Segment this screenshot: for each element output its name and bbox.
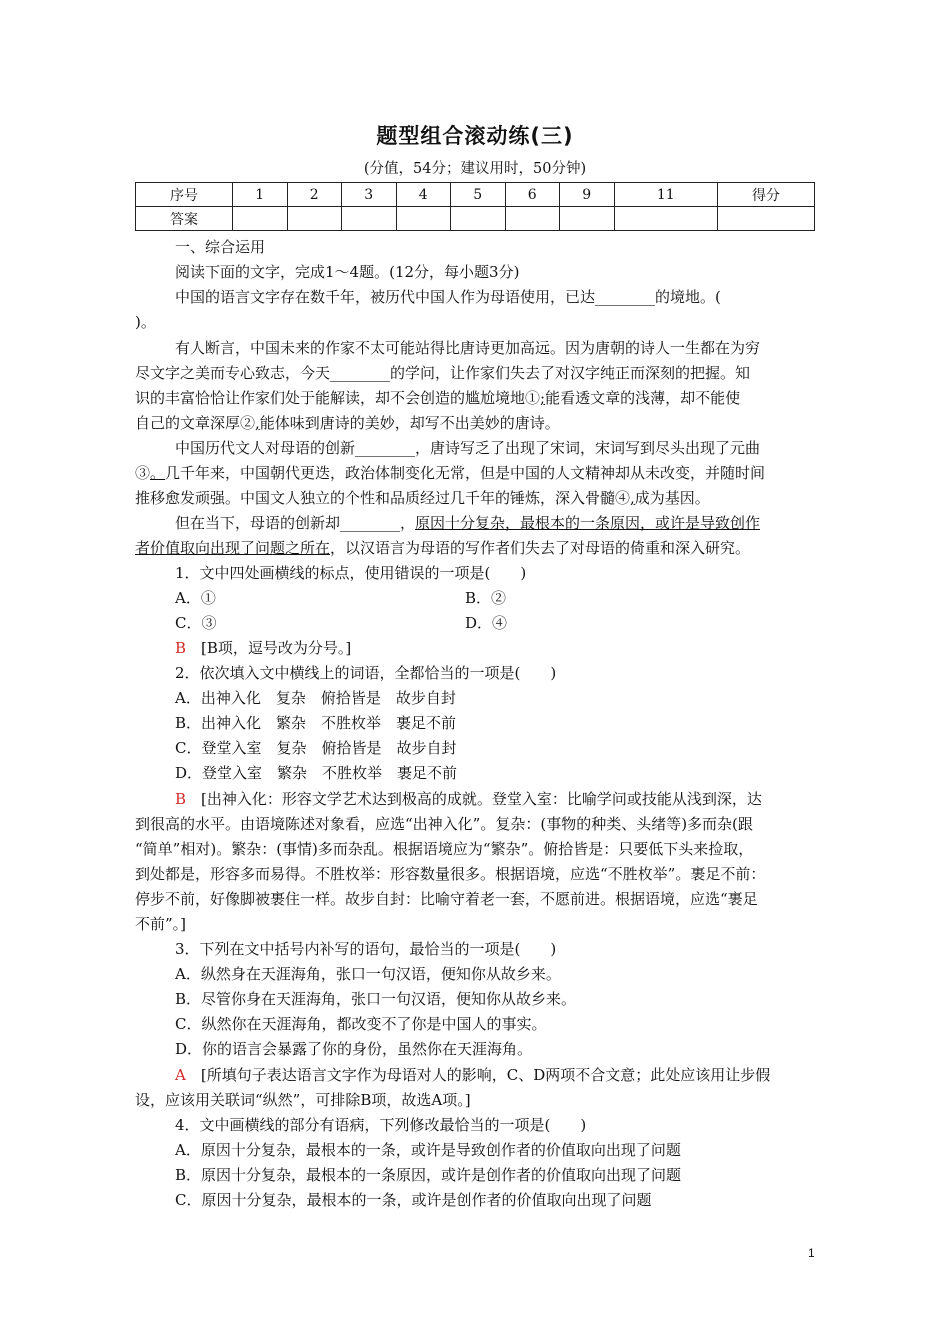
text-span: ③	[135, 464, 151, 482]
table-cell: 5	[451, 183, 506, 207]
table-cell: 6	[505, 183, 560, 207]
text-span: 成为基因。	[634, 489, 710, 507]
page-number: 1	[808, 1246, 815, 1260]
answer-letter: B	[175, 790, 187, 808]
passage-line	[135, 538, 750, 558]
passage-line	[135, 388, 740, 408]
table-cell: 9	[560, 183, 615, 207]
passage-line: 有人断言，中国未来的作家不太可能站得比唐诗更加高远。因为唐朝的诗人一生都在为穷	[175, 339, 761, 357]
text-span: 几千年来，中国朝代更迭，政治体制变化无常，但是中国的人文精神却从未改变，并随时间	[165, 464, 766, 482]
question-3-option-c: C．纵然你在天涯海角，都改变不了你是中国人的事实。	[175, 1015, 547, 1033]
question-2-stem: 2．依次填入文中横线上的词语，全都恰当的一项是( )	[175, 664, 557, 682]
text-span: 但在当下，母语的创新却________，	[175, 514, 416, 532]
answer-explanation: “简单”相对)。繁杂：(事情)多而杂乱。根据语境应为“繁杂”。俯拾皆是：只要低下头来捡取，	[135, 840, 754, 858]
underlined-mark: ,	[255, 414, 260, 432]
question-1-option-a: A．①	[175, 589, 216, 607]
question-4-stem: 4．文中画横线的部分有语病，下列修改最恰当的一项是( )	[175, 1116, 587, 1134]
answer-letter: B	[175, 639, 187, 657]
answer-explanation: [B项，逗号改为分号。]	[201, 639, 352, 657]
question-1-stem: 1．文中四处画横线的标点，使用错误的一项是( )	[175, 564, 527, 582]
passage-line: 尽文字之美而专心致志，今天________的学问，让作家们失去了对汉字纯正而深刻的把握。知	[135, 364, 751, 382]
answer-explanation: 不前”。]	[135, 915, 187, 933]
table-cell	[287, 207, 342, 231]
answer-table-answer-row	[136, 207, 815, 231]
passage-line	[135, 413, 560, 433]
answer-explanation: 到处都是，形容多而易得。不胜枚举：形容数量很多。根据语境，应选“不胜枚举”。裹足不前：	[135, 865, 766, 883]
table-cell	[451, 207, 506, 231]
question-3-option-d: D．你的语言会暴露了你的身份，虽然你在天涯海角。	[175, 1040, 533, 1058]
page-title: 题型组合滚动练(三)	[376, 124, 574, 148]
text-span: 能看透文章的浅薄，却不能使	[545, 389, 741, 407]
text-span: 推移愈发顽强。中国文人独立的个性和品质经过几千年的锤炼，深入骨髓④	[135, 489, 631, 507]
question-3-option-b: B．尽管你身在天涯海角，张口一句汉语，便知你从故乡来。	[175, 990, 577, 1008]
instruction-text: 阅读下面的文字，完成1～4题。(12分，每小题3分)	[175, 263, 520, 281]
answer-table	[135, 182, 815, 231]
answer-explanation: [所填句子表达语言文字作为母语对人的影响，C、D两项不合文意；此处应该用让步假	[200, 1066, 771, 1084]
table-cell	[718, 207, 815, 231]
table-cell: 序号	[136, 183, 233, 207]
question-2-answer	[175, 789, 762, 809]
answer-explanation: 设，应该用关联词“纵然”，可排除B项，故选A项。]	[135, 1091, 471, 1109]
table-cell: 2	[287, 183, 342, 207]
table-cell	[505, 207, 560, 231]
question-3-option-a: A．纵然身在天涯海角，张口一句汉语，便知你从故乡来。	[175, 965, 561, 983]
question-4-option-b: B．原因十分复杂，最根本的一条原因，或许是创作者的价值取向出现了问题	[175, 1166, 682, 1184]
table-cell: 1	[233, 183, 288, 207]
table-cell: 得分	[718, 183, 815, 207]
question-1-option-d: D．④	[465, 614, 508, 632]
section-heading: 一、综合运用	[175, 238, 266, 256]
text-span: ，以汉语言为母语的写作者们失去了对母语的倚重和深入研究。	[330, 539, 751, 557]
question-3-answer	[175, 1065, 770, 1085]
question-2-option-c: C．登堂入室 复杂 俯拾皆是 故步自封	[175, 739, 457, 757]
text-span: 自己的文章深厚②	[135, 414, 256, 432]
underlined-mark: 。	[150, 464, 166, 482]
table-cell: 3	[342, 183, 397, 207]
text-span: 能体味到唐诗的美妙，却写不出美妙的唐诗。	[259, 414, 560, 432]
underlined-mark: ,	[630, 489, 635, 507]
table-cell	[560, 207, 615, 231]
table-cell	[233, 207, 288, 231]
table-cell: 11	[614, 183, 718, 207]
question-4-option-a: A．原因十分复杂，最根本的一条，或许是导致创作者的价值取向出现了问题	[175, 1141, 681, 1159]
table-cell: 答案	[136, 207, 233, 231]
answer-explanation: 到很高的水平。由语境陈述对象看，应选“出神入化”。复杂：(事物的种类、头绪等)多而杂(跟	[135, 815, 753, 833]
passage-line	[135, 488, 710, 508]
passage-line: 中国历代文人对母语的创新________，唐诗写乏了出现了宋词，宋词写到尽头出现了元曲	[175, 439, 761, 457]
text-span: 识的丰富恰恰让作家们处于能解读，却不会创造的尴尬境地①	[135, 389, 541, 407]
underlined-text: 原因十分复杂，最根本的一条原因，或许是导致创作	[415, 514, 761, 532]
question-1-option-b: B．②	[465, 589, 507, 607]
page-subtitle: (分值，54分；建议用时，50分钟)	[363, 161, 587, 177]
table-cell	[614, 207, 718, 231]
answer-explanation: [出神入化：形容文学艺术达到极高的成就。登堂入室：比喻学问或技能从浅到深，达	[201, 790, 762, 808]
question-3-stem: 3．下列在文中括号内补写的语句，最恰当的一项是( )	[175, 940, 557, 958]
question-1-option-c: C．③	[175, 614, 217, 632]
answer-letter: A	[175, 1066, 186, 1084]
passage-line	[175, 513, 760, 533]
table-cell: 4	[396, 183, 451, 207]
table-cell	[396, 207, 451, 231]
passage-line: )。	[135, 313, 156, 331]
table-cell	[342, 207, 397, 231]
passage-line	[135, 463, 765, 483]
question-4-option-c: C．原因十分复杂，最根本的一条，或许是创作者的价值取向出现了问题	[175, 1191, 652, 1209]
answer-explanation: 停步不前，好像脚被裹住一样。故步自封：比喻守着老一套，不愿前进。根据语境，应选“裹足	[135, 890, 758, 908]
question-2-option-d: D．登堂入室 繁杂 不胜枚举 裹足不前	[175, 764, 458, 782]
passage-line: 中国的语言文字存在数千年，被历代中国人作为母语使用，已达________的境地。(	[175, 288, 721, 306]
underlined-text: 者价值取向出现了问题之所在	[135, 539, 331, 557]
question-2-option-b: B．出神入化 繁杂 不胜枚举 裹足不前	[175, 714, 457, 732]
answer-table-header-row	[136, 183, 815, 207]
question-2-option-a: A．出神入化 复杂 俯拾皆是 故步自封	[175, 689, 456, 707]
question-1-answer	[175, 638, 351, 658]
underlined-mark: ;	[540, 389, 546, 407]
